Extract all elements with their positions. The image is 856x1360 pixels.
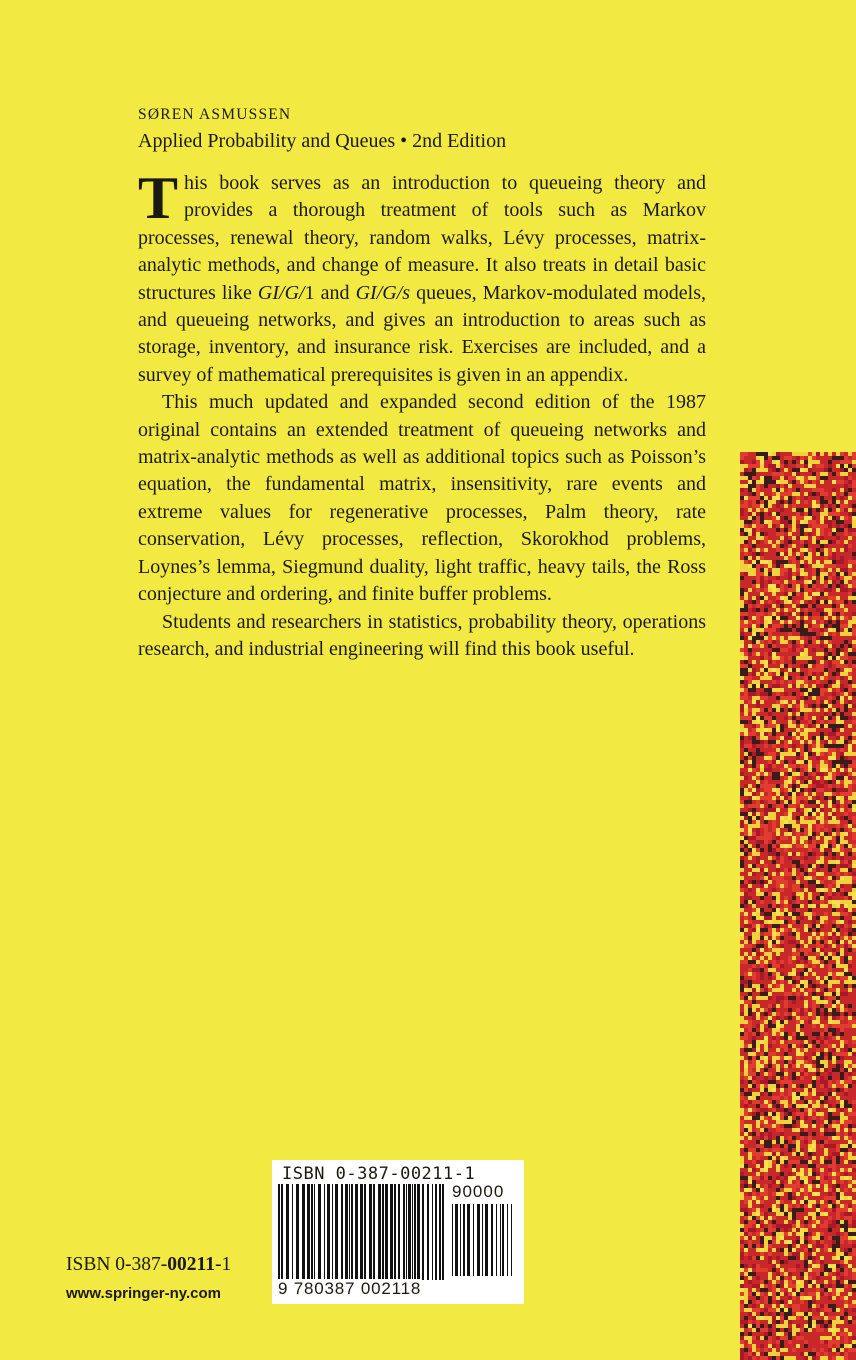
blurb-paragraph-2: This much updated and expanded second edition of the 1987 original contains an extended treatment of queueing networks and matrix-analytic methods as well as additional topics such as Poisson’s equation, the fundamental matrix, insensitivity, rare events and extreme values for regenerative processes, Palm theory, rate conservation, Lévy processes, reflection, Skorokhod problems, Loynes’s lemma, Siegmund duality, light traffic, heavy tails, the Ross conjecture and ordering, and finite buffer problems. xyxy=(138,391,706,606)
addon-barcode-bars xyxy=(452,1204,518,1298)
barcode-ean-digits: 9 780387 002118 xyxy=(278,1279,422,1298)
barcode-isbn-text: ISBN 0-387-00211-1 xyxy=(282,1164,476,1184)
book-title-edition: Applied Probability and Queues • 2nd Edition xyxy=(138,130,507,152)
blurb-paragraph-1: This book serves as an introduction to queueing theory and provides a thorough treatment of tools such as Markov processes, renewal theory, random walks, Lévy processes, matrix-analytic methods, and change of measure. It also treats in detail basic structures like GI/G/1 and GI/G/s queues, Markov-modulated models, and queueing networks, and gives an introduction to areas such as storage, inventory, and insurance risk. Exercises are included, and a survey of mathematical prerequisites is given in an appendix. xyxy=(138,165,706,386)
barcode-addon-digits: 90000 xyxy=(452,1182,505,1201)
pixel-mosaic-artwork xyxy=(740,452,856,1360)
drop-cap: T xyxy=(138,165,179,231)
blurb xyxy=(138,165,706,663)
author-name: SØREN ASMUSSEN xyxy=(138,106,292,123)
isbn-label: ISBN 0-387-00211-1 xyxy=(66,1254,232,1275)
blurb-paragraph-3: Students and researchers in statistics, probability theory, operations research, and industrial engineering will find this book useful. xyxy=(138,610,706,660)
ean-barcode-bars xyxy=(278,1184,448,1284)
publisher-url: www.springer-ny.com xyxy=(66,1285,222,1302)
barcode xyxy=(272,1160,524,1304)
